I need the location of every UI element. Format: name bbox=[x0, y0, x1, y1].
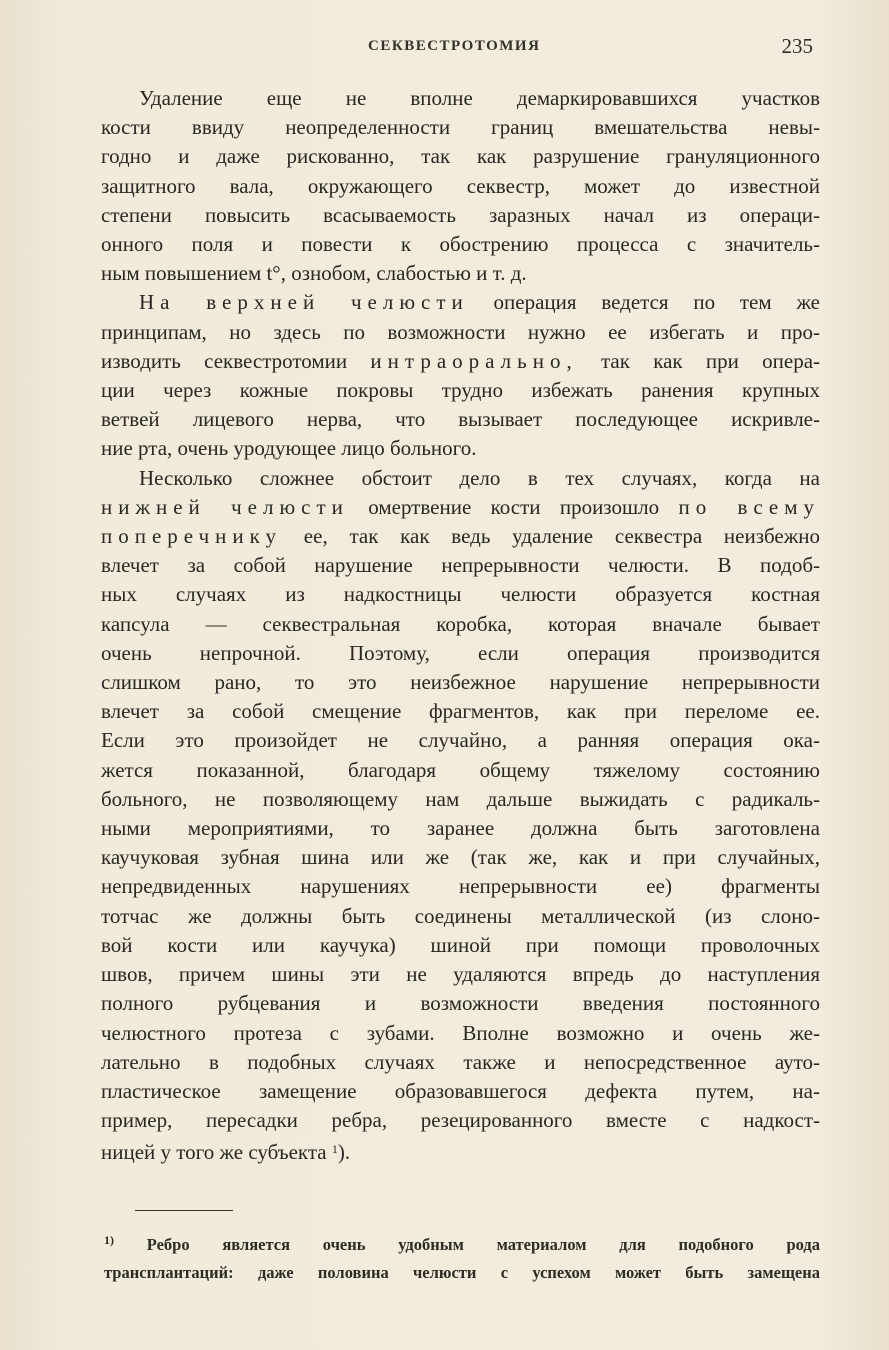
text-line: жется показанной, благодаря общему тяжелому состоянию bbox=[101, 757, 820, 782]
text-line: Удаление еще не вполне демаркировавшихся участков bbox=[139, 86, 820, 110]
text-line: вой кости или каучука) шиной при помощи проволочных bbox=[101, 932, 820, 957]
text-line: ветвей лицевого нерва, что вызывает последующее искривле- bbox=[101, 407, 820, 432]
text-line: пластическое замещение образовавшегося дефекта путем, на- bbox=[101, 1078, 820, 1103]
text-line: ции через кожные покровы трудно избежать ранения крупных bbox=[101, 378, 820, 403]
text-line: влечет за собой нарушение непрерывности челюсти. В подоб- bbox=[101, 553, 820, 578]
footnote-divider bbox=[135, 1210, 233, 1211]
text-line bbox=[101, 493, 820, 522]
text-fragment: омертвение кости произошло bbox=[368, 494, 660, 519]
text-line: пример, пересадки ребра, резецированного вместе с надкост- bbox=[101, 1108, 820, 1133]
text-line: швов, причем шины эти не удаляются впредь до наступления bbox=[101, 962, 820, 987]
text-fragment: ницей у того же субъекта bbox=[101, 1140, 327, 1165]
text-line: непредвиденных нарушениях непрерывности ее) фрагменты bbox=[101, 874, 820, 899]
text-line bbox=[101, 1135, 820, 1167]
text-line bbox=[101, 288, 820, 317]
text-line: ным повышением t°, ознобом, слабостью и т. д. bbox=[101, 261, 527, 286]
text-line: влечет за собой смещение фрагментов, как при переломе ее. bbox=[101, 699, 820, 724]
text-line: каучуковая зубная шина или же (так же, как и при случайных, bbox=[101, 845, 820, 870]
text-line: слишком рано, то это неизбежное нарушение непрерывности bbox=[101, 670, 820, 695]
text-fragment: операция ведется по тем же bbox=[493, 290, 820, 315]
text-line: годно и даже рискованно, так как разрушение грануляционного bbox=[101, 144, 820, 169]
main-text bbox=[101, 84, 820, 1168]
footnote-reference[interactable]: 1 bbox=[331, 1142, 338, 1157]
text-fragment: изводить секвестротомии bbox=[101, 348, 348, 373]
text-line: ных случаях из надкостницы челюсти образуется костная bbox=[101, 582, 820, 607]
text-line: Несколько сложнее обстоит дело в тех случаях, когда на bbox=[139, 465, 820, 490]
spaced-emphasis: по всему bbox=[678, 494, 821, 519]
footnote bbox=[104, 1226, 820, 1287]
spaced-emphasis: На верхней челюсти bbox=[139, 290, 469, 315]
text-line: степени повысить всасываемость заразных начал из операци- bbox=[101, 202, 820, 227]
text-line: кости ввиду неопределенности границ вмешательства невы- bbox=[101, 115, 820, 140]
text-line: тотчас же должны быть соединены металлической (из слоно- bbox=[101, 903, 820, 928]
text-fragment: так как при опера- bbox=[600, 348, 821, 373]
text-line: онного поля и повести к обострению процесса с значитель- bbox=[101, 232, 820, 257]
text-line: челюстного протеза с зубами. Вполне возможно и очень же- bbox=[101, 1020, 820, 1045]
footnote-line: трансплантаций: даже половина челюсти с успехом может быть замещена bbox=[104, 1263, 820, 1282]
text-line bbox=[101, 347, 820, 376]
footnote-marker: 1) bbox=[104, 1233, 114, 1247]
text-line: Если это произойдет не случайно, а ранняя операция ока- bbox=[101, 728, 820, 753]
text-line bbox=[101, 522, 820, 551]
page-number: 235 bbox=[781, 34, 813, 58]
spaced-emphasis: поперечнику bbox=[101, 524, 283, 549]
text-line: капсула — секвестральная коробка, которая вначале бывает bbox=[101, 611, 820, 636]
text-line: лательно в подобных случаях также и непосредственное ауто- bbox=[101, 1049, 820, 1074]
text-fragment: ее, так как ведь удаление секвестра неизбежно bbox=[303, 524, 820, 549]
text-line: ние рта, очень уродующее лицо больного. bbox=[101, 436, 477, 461]
spaced-emphasis: интраорально, bbox=[370, 348, 578, 373]
text-line: защитного вала, окружающего секвестр, может до известной bbox=[101, 173, 820, 198]
text-fragment: ). bbox=[337, 1140, 351, 1165]
running-title: СЕКВЕСТРОТОМИЯ bbox=[368, 38, 541, 54]
spaced-emphasis: нижней челюсти bbox=[101, 494, 349, 519]
text-fragment: Ребро является очень удобным материалом для подобного рода bbox=[146, 1235, 821, 1254]
text-line: ными мероприятиями, то заранее должна быть заготовлена bbox=[101, 816, 820, 841]
text-line: полного рубцевания и возможности введения постоянного bbox=[101, 991, 820, 1016]
footnote-line bbox=[104, 1226, 820, 1259]
text-line: принципам, но здесь по возможности нужно ее избегать и про- bbox=[101, 319, 820, 344]
text-line: очень непрочной. Поэтому, если операция производится bbox=[101, 640, 820, 665]
text-line: больного, не позволяющему нам дальше выжидать с радикаль- bbox=[101, 786, 820, 811]
page-header bbox=[0, 34, 889, 64]
